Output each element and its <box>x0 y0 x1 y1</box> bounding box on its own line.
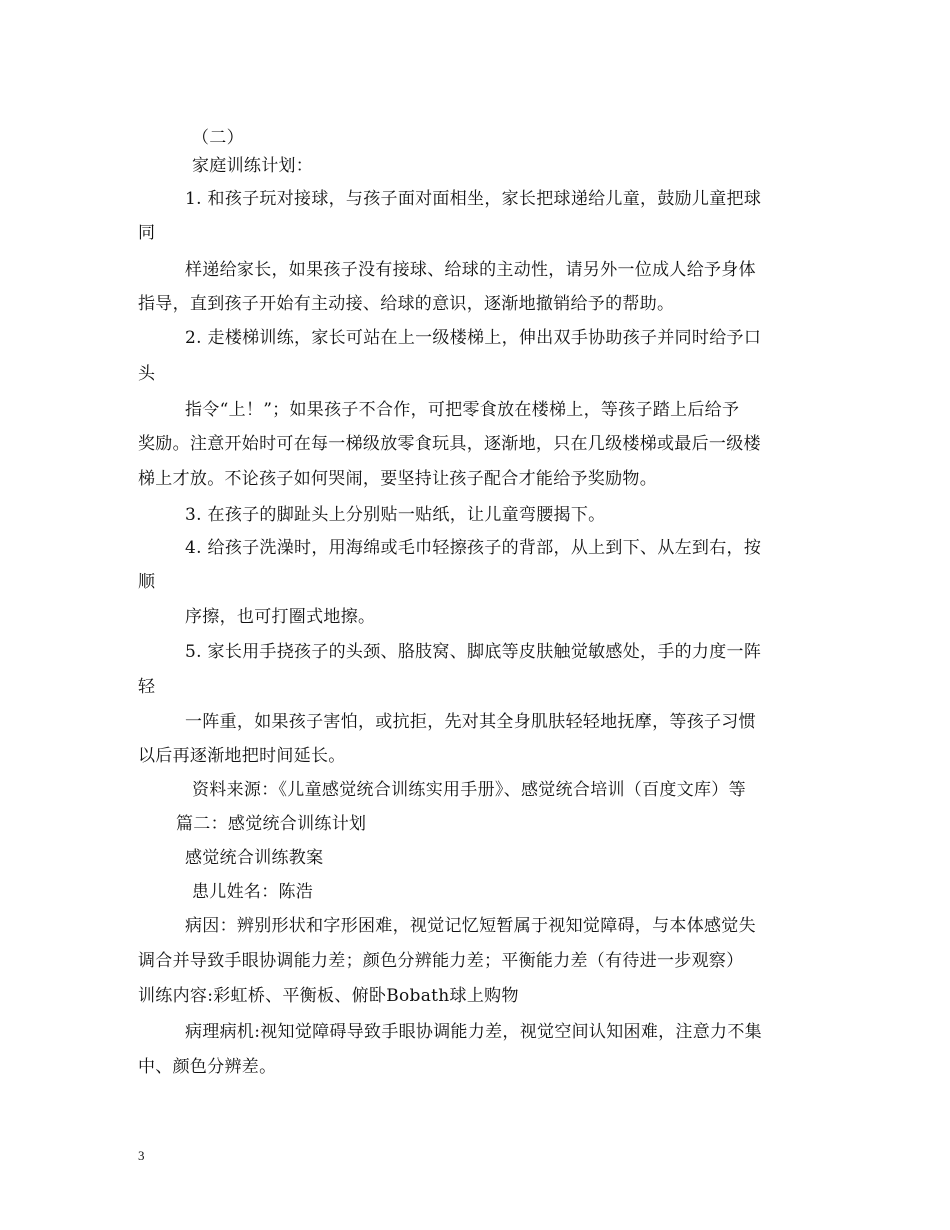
item-2-line-3: 指令“上！”；如果孩子不合作，可把零食放在楼梯上，等孩子踏上后给予 <box>185 400 740 420</box>
item-4-line-2: 顺 <box>138 572 156 592</box>
item-4-line-3: 序擦，也可打圈式地擦。 <box>185 607 376 627</box>
pathology-line-2: 中、颜色分辨差。 <box>138 1057 277 1077</box>
patient-name: 患儿姓名：陈浩 <box>192 882 314 902</box>
item-3-line-1: 3. 在孩子的脚趾头上分别贴一贴纸，让儿童弯腰揭下。 <box>185 505 606 525</box>
page-number: 3 <box>138 1148 145 1163</box>
item-2-line-2: 头 <box>138 364 156 384</box>
item-1-line-1: 1. 和孩子玩对接球，与孩子面对面相坐，家长把球递给儿童，鼓励儿童把球 <box>185 189 762 209</box>
source-line: 资料来源：《儿童感觉统合训练实用手册》、感觉统合培训（百度文库）等 <box>192 780 746 800</box>
item-2-line-1: 2. 走楼梯训练，家长可站在上一级楼梯上，伸出双手协助孩子并同时给予口 <box>185 328 762 348</box>
item-1-line-4: 指导，直到孩子开始有主动接、给球的意识，逐渐地撤销给予的帮助。 <box>138 294 675 314</box>
cause-line-1: 病因：辨别形状和字形困难，视觉记忆短暂属于视知觉障碍，与本体感觉失 <box>185 916 756 936</box>
item-1-line-3: 样递给家长，如果孩子没有接球、给球的主动性，请另外一位成人给予身体 <box>185 260 756 280</box>
item-5-line-1: 5. 家长用手挠孩子的头颈、胳肢窝、脚底等皮肤触觉敏感处，手的力度一阵 <box>185 642 762 662</box>
cause-line-2: 调合并导致手眼协调能力差；颜色分辨能力差；平衡能力差（有待进一步观察） <box>138 951 744 971</box>
section-marker: （二） <box>192 128 244 148</box>
item-5-line-4: 以后再逐渐地把时间延长。 <box>138 746 346 766</box>
item-1-line-2: 同 <box>138 223 156 243</box>
item-5-line-2: 轻 <box>138 677 156 697</box>
part-two-title: 篇二：感觉统合训练计划 <box>176 814 367 834</box>
training-content: 训练内容:彩虹桥、平衡板、俯卧Bobath球上购物 <box>138 986 519 1006</box>
item-2-line-5: 梯上才放。不论孩子如何哭闹，要坚持让孩子配合才能给予奖励物。 <box>138 469 657 489</box>
heading-family-plan: 家庭训练计划： <box>192 156 314 176</box>
lesson-plan-title: 感觉统合训练教案 <box>185 848 324 868</box>
pathology-line-1: 病理病机:视知觉障碍导致手眼协调能力差，视觉空间认知困难，注意力不集 <box>185 1022 762 1042</box>
item-5-line-3: 一阵重，如果孩子害怕，或抗拒，先对其全身肌肤轻轻地抚摩，等孩子习惯 <box>185 712 756 732</box>
item-2-line-4: 奖励。注意开始时可在每一梯级放零食玩具，逐渐地，只在几级楼梯或最后一级楼 <box>138 434 761 454</box>
item-4-line-1: 4. 给孩子洗澡时，用海绵或毛巾轻擦孩子的背部，从上到下、从左到右，按 <box>185 538 762 558</box>
